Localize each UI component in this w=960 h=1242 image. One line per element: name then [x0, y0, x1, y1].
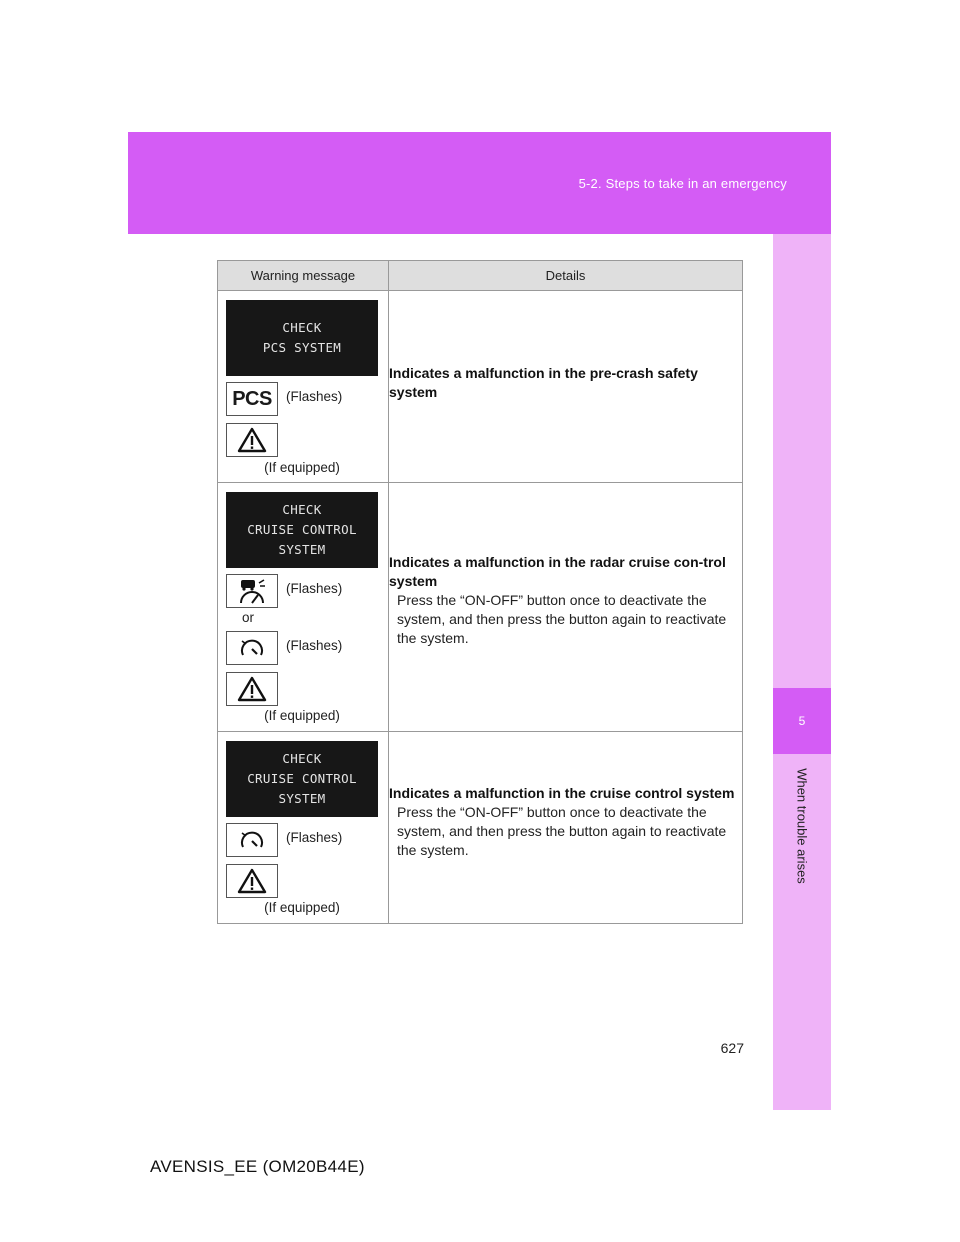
table-header-row [218, 261, 743, 291]
screen-line: CHECK [282, 320, 322, 335]
table-row [218, 483, 743, 732]
screen-line: CHECK [282, 751, 322, 766]
column-header-message: Warning message [218, 261, 389, 291]
header-band [128, 132, 831, 234]
flashes-label: (Flashes) [286, 389, 343, 404]
message-cell [218, 732, 389, 924]
screen-line: PCS SYSTEM [262, 340, 342, 355]
details-cell [389, 483, 743, 732]
message-cell [218, 291, 389, 483]
details-cell [389, 291, 743, 483]
detail-title: Indicates a malfunction in the pre-crash safety system [389, 364, 698, 400]
warning-triangle-icon [226, 864, 278, 898]
footer-code: AVENSIS_EE (OM20B44E) [150, 1157, 365, 1176]
warning-triangle-icon [226, 423, 278, 457]
detail-note: Press the “ON-OFF” button once to deactivate the system, and then press the button again to reactivate the system. [397, 803, 727, 858]
screen-line: SYSTEM [278, 791, 326, 806]
pcs-icon [226, 382, 278, 416]
display-screen [226, 492, 378, 568]
pcs-icon-text: PCS [232, 387, 272, 410]
if-equipped-label: (If equipped) [264, 900, 340, 915]
cruise-control-icon [226, 823, 278, 857]
display-screen [226, 741, 378, 817]
warning-table [217, 260, 743, 924]
page-number: 627 [720, 1040, 744, 1056]
side-tab [773, 234, 831, 1110]
chapter-label: When trouble arises [794, 768, 810, 884]
flashes-label: (Flashes) [286, 830, 343, 845]
column-header-details: Details [389, 261, 743, 291]
screen-line: CRUISE CONTROL [247, 522, 357, 537]
detail-note: Press the “ON-OFF” button once to deactivate the system, and then press the button again to reactivate the system. [397, 591, 727, 646]
detail-title: Indicates a malfunction in the radar cruise con-trol system [389, 553, 726, 589]
if-equipped-label: (If equipped) [264, 708, 340, 723]
detail-title: Indicates a malfunction in the cruise control system [389, 784, 735, 801]
screen-line: SYSTEM [278, 542, 326, 557]
or-label: or [242, 610, 255, 625]
flashes-label: (Flashes) [286, 581, 343, 596]
screen-line: CHECK [282, 502, 322, 517]
screen-line: CRUISE CONTROL [247, 771, 357, 786]
message-cell [218, 483, 389, 732]
section-title: 5-2. Steps to take in an emergency [578, 176, 787, 191]
details-cell [389, 732, 743, 924]
table-row [218, 291, 743, 483]
flashes-label: (Flashes) [286, 638, 343, 653]
warning-triangle-icon [226, 672, 278, 706]
cruise-control-icon [226, 631, 278, 665]
table-row [218, 732, 743, 924]
chapter-number: 5 [773, 688, 831, 754]
if-equipped-label: (If equipped) [264, 460, 340, 475]
display-screen [226, 300, 378, 376]
radar-cruise-icon [226, 574, 278, 608]
